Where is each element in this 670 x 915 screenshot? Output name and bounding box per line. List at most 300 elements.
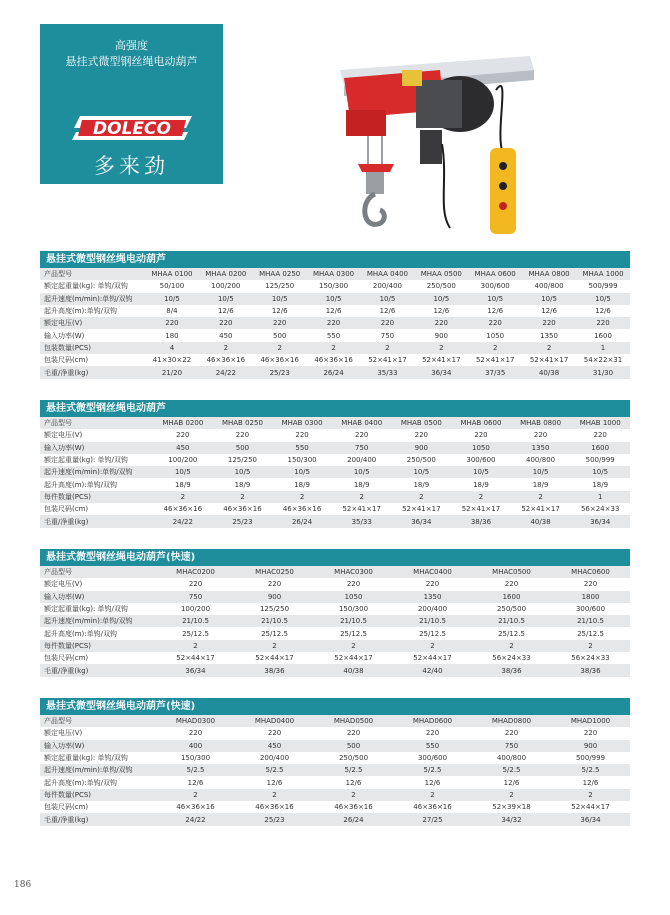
- table-cell: 2: [156, 640, 235, 652]
- table-cell: 46×36×16: [199, 354, 253, 366]
- table-row: [40, 764, 630, 776]
- table-cell: MHAB 0800: [511, 417, 571, 429]
- table-cell: 750: [472, 740, 551, 752]
- table-title: 悬挂式微型钢丝绳电动葫芦: [40, 400, 630, 417]
- table-cell: 25/23: [253, 366, 307, 378]
- row-label: 每件数量(PCS): [40, 491, 153, 503]
- table-cell: 40/38: [522, 366, 576, 378]
- table-cell: 125/250: [213, 454, 273, 466]
- table-cell: 2: [468, 342, 522, 354]
- table-cell: 50/100: [145, 280, 199, 292]
- table-cell: 400/800: [522, 280, 576, 292]
- table-cell: MHAB 0200: [153, 417, 213, 429]
- table-cell: 100/200: [199, 280, 253, 292]
- table-cell: 10/5: [576, 293, 630, 305]
- table-cell: 12/6: [156, 776, 235, 788]
- spec-table: [40, 268, 630, 379]
- table-cell: 220: [451, 429, 511, 441]
- table-cell: 35/33: [332, 515, 392, 527]
- table-cell: 4: [145, 342, 199, 354]
- logo-chinese-name: 多来劲: [94, 154, 169, 178]
- table-cell: 200/400: [235, 752, 314, 764]
- table-cell: 150/300: [307, 280, 361, 292]
- table-cell: 900: [392, 442, 452, 454]
- table-row: [40, 813, 630, 825]
- table-row: [40, 442, 630, 454]
- table-cell: 12/6: [235, 776, 314, 788]
- table-cell: 5/2.5: [551, 764, 630, 776]
- table-cell: 220: [576, 317, 630, 329]
- table-cell: 52×44×17: [393, 652, 472, 664]
- table-cell: 36/34: [156, 664, 235, 676]
- table-cell: 1600: [472, 591, 551, 603]
- table-cell: 26/24: [307, 366, 361, 378]
- table-cell: 18/9: [153, 478, 213, 490]
- table-cell: 500: [213, 442, 273, 454]
- table-row: [40, 627, 630, 639]
- table-cell: MHAA 0400: [361, 268, 415, 280]
- row-label: 起升速度(m/min):单钩/双钩: [40, 615, 156, 627]
- table-cell: 12/6: [522, 305, 576, 317]
- table-row: [40, 454, 630, 466]
- table-cell: 220: [570, 429, 630, 441]
- table-cell: 400/800: [472, 752, 551, 764]
- table-row: [40, 280, 630, 292]
- table-row: [40, 268, 630, 280]
- banner-title-line2: 悬挂式微型钢丝绳电动葫芦: [65, 55, 198, 68]
- table-cell: 41×30×22: [145, 354, 199, 366]
- table-cell: 12/6: [361, 305, 415, 317]
- table-cell: MHAA 0800: [522, 268, 576, 280]
- table-cell: MHAD0500: [314, 715, 393, 727]
- table-cell: 21/10.5: [551, 615, 630, 627]
- table-cell: 180: [145, 329, 199, 341]
- table-cell: 5/2.5: [235, 764, 314, 776]
- table-cell: 21/10.5: [393, 615, 472, 627]
- table-cell: 10/5: [511, 466, 571, 478]
- table-cell: 46×36×16: [253, 354, 307, 366]
- table-cell: 56×24×33: [472, 652, 551, 664]
- table-cell: 200/400: [332, 454, 392, 466]
- table-cell: 220: [551, 578, 630, 590]
- table-cell: 500/999: [576, 280, 630, 292]
- table-cell: 52×39×18: [472, 801, 551, 813]
- table-cell: 10/5: [213, 466, 273, 478]
- table-cell: 2: [472, 789, 551, 801]
- table-title: 悬挂式微型钢丝绳电动葫芦(快速): [40, 698, 630, 715]
- row-label: 起升高度(m):单钩/双钩: [40, 627, 156, 639]
- table-cell: 46×36×16: [393, 801, 472, 813]
- table-cell: 21/10.5: [472, 615, 551, 627]
- row-label: 额定电压(V): [40, 317, 145, 329]
- table-cell: 300/600: [393, 752, 472, 764]
- table-title: 悬挂式微型钢丝绳电动葫芦(快速): [40, 549, 630, 566]
- row-label: 每件数量(PCS): [40, 789, 156, 801]
- table-cell: 12/6: [551, 776, 630, 788]
- table-cell: 220: [393, 578, 472, 590]
- table-cell: 36/34: [551, 813, 630, 825]
- table-row: [40, 752, 630, 764]
- table-row: [40, 776, 630, 788]
- table-cell: 24/22: [153, 515, 213, 527]
- table-cell: 220: [253, 317, 307, 329]
- table-cell: 10/5: [392, 466, 452, 478]
- doleco-logo: [68, 112, 198, 146]
- row-label: 产品型号: [40, 715, 156, 727]
- table-cell: 56×24×33: [551, 652, 630, 664]
- row-label: 起升高度(m):单钩/双钩: [40, 478, 153, 490]
- table-cell: 10/5: [361, 293, 415, 305]
- table-cell: MHAA 0250: [253, 268, 307, 280]
- table-cell: 21/10.5: [235, 615, 314, 627]
- table-cell: 40/38: [511, 515, 571, 527]
- spec-table-mhad: [40, 698, 630, 826]
- spec-table-mhab: [40, 400, 630, 528]
- table-cell: 1: [570, 491, 630, 503]
- table-cell: 10/5: [451, 466, 511, 478]
- table-cell: 36/34: [414, 366, 468, 378]
- table-cell: MHAD0300: [156, 715, 235, 727]
- row-label: 产品型号: [40, 268, 145, 280]
- table-cell: 220: [522, 317, 576, 329]
- table-cell: MHAC0200: [156, 566, 235, 578]
- table-cell: 2: [361, 342, 415, 354]
- table-cell: MHAC0500: [472, 566, 551, 578]
- table-cell: 220: [307, 317, 361, 329]
- table-row: [40, 293, 630, 305]
- table-cell: 52×41×17: [511, 503, 571, 515]
- table-cell: 52×41×17: [332, 503, 392, 515]
- table-cell: 25/12.5: [472, 627, 551, 639]
- table-cell: 900: [551, 740, 630, 752]
- table-cell: 52×41×17: [414, 354, 468, 366]
- spec-table: [40, 417, 630, 528]
- row-label: 毛重/净重(kg): [40, 515, 153, 527]
- table-cell: 2: [393, 789, 472, 801]
- table-cell: 220: [314, 578, 393, 590]
- table-cell: 52×44×17: [314, 652, 393, 664]
- product-image-hoist: [320, 40, 550, 235]
- table-row: [40, 515, 630, 527]
- table-cell: 12/6: [307, 305, 361, 317]
- table-cell: 400: [156, 740, 235, 752]
- table-row: [40, 366, 630, 378]
- table-cell: MHAA 1000: [576, 268, 630, 280]
- table-cell: 25/12.5: [551, 627, 630, 639]
- table-cell: 2: [511, 491, 571, 503]
- table-row: [40, 652, 630, 664]
- table-cell: 24/22: [156, 813, 235, 825]
- table-row: [40, 429, 630, 441]
- row-label: 包装尺码(cm): [40, 503, 153, 515]
- table-cell: 450: [153, 442, 213, 454]
- table-cell: 2: [332, 491, 392, 503]
- table-cell: 10/5: [153, 466, 213, 478]
- row-label: 额定电压(V): [40, 727, 156, 739]
- table-cell: 1600: [570, 442, 630, 454]
- spec-table-mhaa: [40, 251, 630, 379]
- row-label: 毛重/净重(kg): [40, 366, 145, 378]
- table-cell: MHAB 0250: [213, 417, 273, 429]
- table-cell: 34/32: [472, 813, 551, 825]
- table-cell: 10/5: [272, 466, 332, 478]
- table-cell: 220: [153, 429, 213, 441]
- table-cell: 2: [451, 491, 511, 503]
- table-cell: 21/10.5: [314, 615, 393, 627]
- table-cell: 1800: [551, 591, 630, 603]
- table-cell: 220: [235, 578, 314, 590]
- table-row: [40, 715, 630, 727]
- row-label: 产品型号: [40, 417, 153, 429]
- table-row: [40, 727, 630, 739]
- spec-table: [40, 566, 630, 677]
- table-cell: 1: [576, 342, 630, 354]
- spec-table-mhac: [40, 549, 630, 677]
- table-cell: 750: [332, 442, 392, 454]
- table-row: [40, 466, 630, 478]
- table-cell: 46×36×16: [272, 503, 332, 515]
- table-cell: 10/5: [414, 293, 468, 305]
- table-cell: 56×24×33: [570, 503, 630, 515]
- table-cell: 200/400: [361, 280, 415, 292]
- table-cell: 2: [314, 789, 393, 801]
- table-cell: 12/6: [393, 776, 472, 788]
- table-row: [40, 417, 630, 429]
- table-cell: 35/33: [361, 366, 415, 378]
- table-cell: 220: [551, 727, 630, 739]
- table-cell: 1050: [314, 591, 393, 603]
- row-label: 输入功率(W): [40, 591, 156, 603]
- table-cell: 450: [235, 740, 314, 752]
- table-cell: 2: [414, 342, 468, 354]
- table-cell: 10/5: [307, 293, 361, 305]
- row-label: 输入功率(W): [40, 329, 145, 341]
- table-cell: 52×41×17: [451, 503, 511, 515]
- table-cell: 2: [235, 789, 314, 801]
- table-cell: 46×36×16: [307, 354, 361, 366]
- table-cell: 1600: [576, 329, 630, 341]
- table-cell: 125/250: [253, 280, 307, 292]
- row-label: 包装尺码(cm): [40, 354, 145, 366]
- table-cell: 100/200: [156, 603, 235, 615]
- table-cell: 18/9: [213, 478, 273, 490]
- table-cell: 2: [235, 640, 314, 652]
- table-cell: 220: [361, 317, 415, 329]
- table-row: [40, 503, 630, 515]
- table-cell: 52×41×17: [468, 354, 522, 366]
- table-cell: 450: [199, 329, 253, 341]
- row-label: 起升速度(m/min):单钩/双钩: [40, 466, 153, 478]
- table-cell: MHAB 0500: [392, 417, 452, 429]
- table-cell: 150/300: [156, 752, 235, 764]
- row-label: 起升速度(m/min):单钩/双钩: [40, 764, 156, 776]
- table-row: [40, 566, 630, 578]
- table-cell: 2: [392, 491, 452, 503]
- table-cell: 36/34: [392, 515, 452, 527]
- table-cell: MHAB 1000: [570, 417, 630, 429]
- table-row: [40, 578, 630, 590]
- table-cell: 300/600: [451, 454, 511, 466]
- table-cell: 220: [213, 429, 273, 441]
- table-cell: 220: [392, 429, 452, 441]
- table-cell: 10/5: [570, 466, 630, 478]
- table-cell: MHAC0400: [393, 566, 472, 578]
- row-label: 起升高度(m):单钩/双钩: [40, 776, 156, 788]
- table-cell: 550: [307, 329, 361, 341]
- table-cell: 10/5: [332, 466, 392, 478]
- table-row: [40, 342, 630, 354]
- table-row: [40, 603, 630, 615]
- table-cell: 46×36×16: [235, 801, 314, 813]
- row-label: 额定起重量(kg): 单钩/双钩: [40, 603, 156, 615]
- table-row: [40, 354, 630, 366]
- row-label: 每件数量(PCS): [40, 640, 156, 652]
- row-label: 包装尺码(cm): [40, 652, 156, 664]
- table-cell: 18/9: [511, 478, 571, 490]
- row-label: 包装尺码(cm): [40, 801, 156, 813]
- table-row: [40, 478, 630, 490]
- table-cell: 25/12.5: [235, 627, 314, 639]
- table-cell: 220: [472, 578, 551, 590]
- table-row: [40, 317, 630, 329]
- table-cell: 18/9: [272, 478, 332, 490]
- table-cell: 24/22: [199, 366, 253, 378]
- table-cell: 900: [414, 329, 468, 341]
- brand-banner: [40, 24, 223, 184]
- table-cell: 37/35: [468, 366, 522, 378]
- table-cell: 46×36×16: [156, 801, 235, 813]
- table-cell: 2: [213, 491, 273, 503]
- table-cell: 10/5: [468, 293, 522, 305]
- table-cell: 12/6: [253, 305, 307, 317]
- table-cell: MHAC0600: [551, 566, 630, 578]
- row-label: 输入功率(W): [40, 442, 153, 454]
- page-number: 186: [14, 880, 32, 890]
- table-row: [40, 640, 630, 652]
- table-cell: 220: [393, 727, 472, 739]
- table-cell: 220: [468, 317, 522, 329]
- table-cell: 1050: [468, 329, 522, 341]
- table-cell: 46×36×16: [153, 503, 213, 515]
- table-cell: 750: [361, 329, 415, 341]
- table-cell: 500/999: [551, 752, 630, 764]
- row-label: 产品型号: [40, 566, 156, 578]
- table-cell: 2: [156, 789, 235, 801]
- table-cell: 25/12.5: [393, 627, 472, 639]
- table-cell: 12/6: [576, 305, 630, 317]
- table-cell: 12/6: [472, 776, 551, 788]
- table-cell: MHAA 0100: [145, 268, 199, 280]
- table-cell: 40/38: [314, 664, 393, 676]
- spec-table: [40, 715, 630, 826]
- table-cell: 220: [156, 578, 235, 590]
- table-cell: 220: [156, 727, 235, 739]
- table-cell: 2: [314, 640, 393, 652]
- table-cell: MHAB 0600: [451, 417, 511, 429]
- table-cell: 2: [551, 789, 630, 801]
- table-cell: 18/9: [570, 478, 630, 490]
- table-cell: 2: [393, 640, 472, 652]
- table-cell: 220: [314, 727, 393, 739]
- table-cell: MHAD1000: [551, 715, 630, 727]
- table-cell: MHAD0400: [235, 715, 314, 727]
- table-cell: 220: [414, 317, 468, 329]
- table-cell: 2: [153, 491, 213, 503]
- row-label: 毛重/净重(kg): [40, 813, 156, 825]
- table-cell: 26/24: [314, 813, 393, 825]
- table-cell: MHAA 0600: [468, 268, 522, 280]
- row-label: 额定起重量(kg): 单钩/双钩: [40, 280, 145, 292]
- table-cell: 54×22×31: [576, 354, 630, 366]
- table-cell: 18/9: [332, 478, 392, 490]
- logo-wordmark: DOLECO: [93, 119, 171, 139]
- table-row: [40, 591, 630, 603]
- table-cell: 2: [522, 342, 576, 354]
- table-cell: 21/10.5: [156, 615, 235, 627]
- table-cell: 10/5: [253, 293, 307, 305]
- table-cell: 500: [253, 329, 307, 341]
- table-cell: 2: [472, 640, 551, 652]
- row-label: 毛重/净重(kg): [40, 664, 156, 676]
- table-cell: MHAA 0500: [414, 268, 468, 280]
- table-cell: 10/5: [145, 293, 199, 305]
- table-cell: 46×36×16: [213, 503, 273, 515]
- table-cell: 52×41×17: [522, 354, 576, 366]
- table-cell: 100/200: [153, 454, 213, 466]
- row-label: 输入功率(W): [40, 740, 156, 752]
- table-cell: 900: [235, 591, 314, 603]
- table-cell: 25/12.5: [156, 627, 235, 639]
- table-cell: 12/6: [199, 305, 253, 317]
- table-cell: 2: [253, 342, 307, 354]
- table-cell: 550: [393, 740, 472, 752]
- table-cell: MHAC0250: [235, 566, 314, 578]
- table-cell: 400/800: [511, 454, 571, 466]
- banner-title-line1: 高强度: [115, 39, 148, 52]
- table-cell: 220: [332, 429, 392, 441]
- table-cell: 25/23: [213, 515, 273, 527]
- table-cell: 38/36: [551, 664, 630, 676]
- table-cell: MHAA 0200: [199, 268, 253, 280]
- table-cell: 12/6: [414, 305, 468, 317]
- table-cell: 38/36: [235, 664, 314, 676]
- table-cell: 220: [511, 429, 571, 441]
- table-cell: 2: [272, 491, 332, 503]
- table-cell: 150/300: [272, 454, 332, 466]
- table-cell: 12/6: [314, 776, 393, 788]
- row-label: 起升速度(m/min):单钩/双钩: [40, 293, 145, 305]
- table-cell: 18/9: [392, 478, 452, 490]
- table-row: [40, 305, 630, 317]
- table-cell: 18/9: [451, 478, 511, 490]
- table-cell: 150/300: [314, 603, 393, 615]
- table-cell: 52×44×17: [235, 652, 314, 664]
- table-cell: 300/600: [468, 280, 522, 292]
- table-cell: MHAD0800: [472, 715, 551, 727]
- table-cell: 38/36: [472, 664, 551, 676]
- table-cell: 550: [272, 442, 332, 454]
- table-cell: MHAC0300: [314, 566, 393, 578]
- table-cell: 1350: [393, 591, 472, 603]
- table-cell: 2: [551, 640, 630, 652]
- table-cell: 36/34: [570, 515, 630, 527]
- table-cell: MHAD0600: [393, 715, 472, 727]
- table-title: 悬挂式微型钢丝绳电动葫芦: [40, 251, 630, 268]
- table-cell: 25/12.5: [314, 627, 393, 639]
- table-row: [40, 491, 630, 503]
- table-cell: 220: [235, 727, 314, 739]
- table-row: [40, 615, 630, 627]
